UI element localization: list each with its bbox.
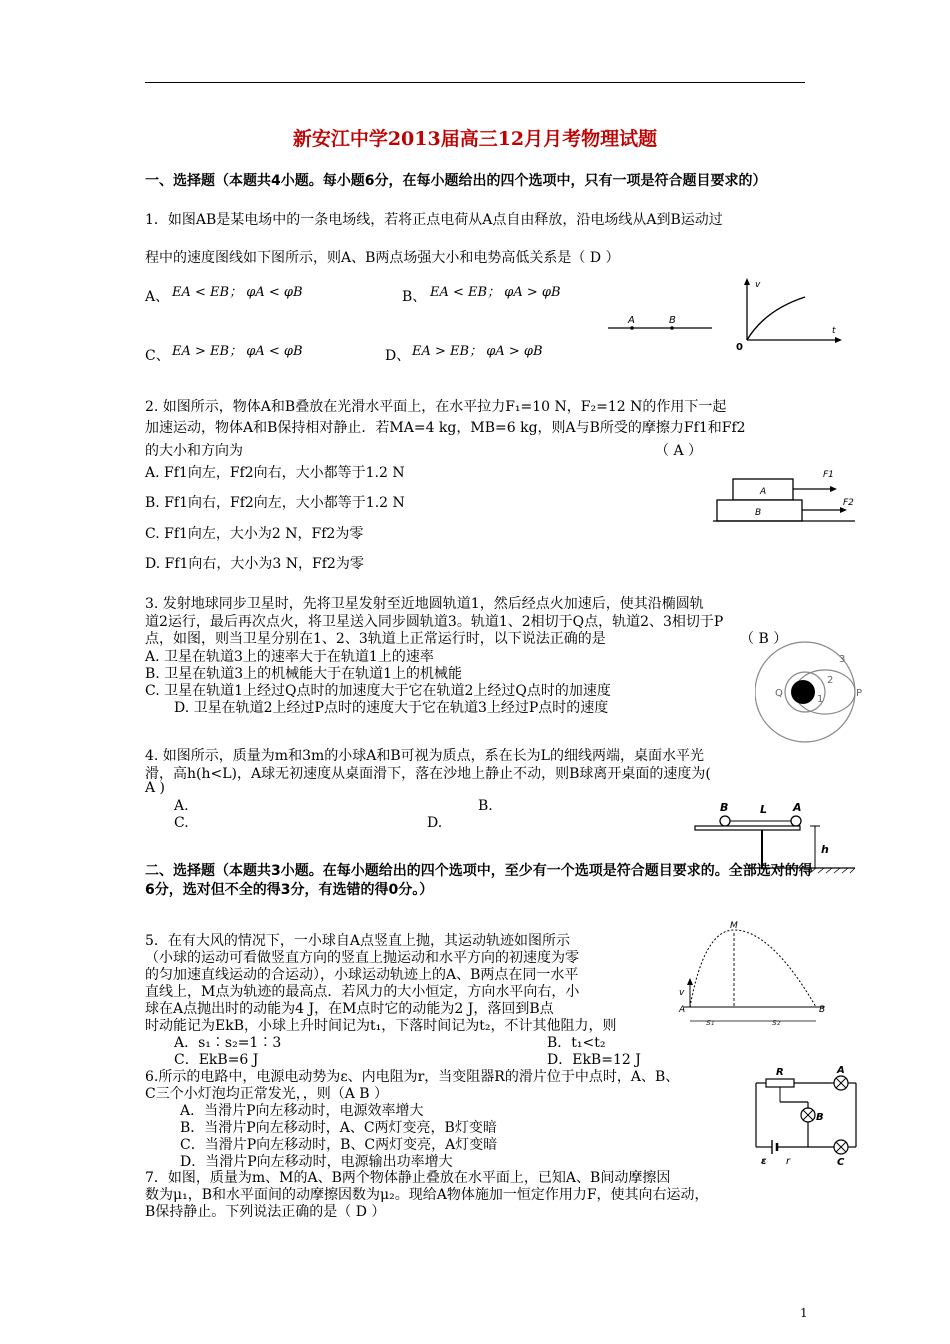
fig-label-r: R bbox=[776, 1067, 784, 1078]
q2-figure bbox=[705, 465, 860, 530]
section-2-heading: 二、选择题（本题共3小题。在每小题给出的四个选项中，至少有一个选项是符合题目要求的。全部选对的得6分，选对但不全的得3分，有选错的得0分。） bbox=[145, 863, 813, 898]
section-1-heading: 一、选择题（本题共4小题。每小题6分，在每小题给出的四个选项中，只有一项是符合题目要求的） bbox=[145, 173, 767, 189]
q4-option-a: A. bbox=[174, 798, 189, 814]
fig-label-a: A bbox=[837, 1065, 845, 1076]
fig-label-p: P bbox=[856, 688, 863, 699]
q3-option-c: C. 卫星在轨道1上经过Q点时的加速度大于它在轨道2上经过Q点时的加速度 bbox=[145, 683, 611, 699]
velocity-curve bbox=[747, 297, 805, 340]
q5-line1: 5．在有大风的情况下，一小球自A点竖直上抛，其运动轨迹如图所示 bbox=[145, 933, 571, 949]
q1-option-d-label: D、 bbox=[385, 348, 411, 364]
q3-answer: （ B ） bbox=[740, 631, 788, 647]
fig-label-v: v bbox=[679, 988, 685, 998]
fig-label-a: A bbox=[760, 487, 767, 497]
fig-label-2: 2 bbox=[827, 675, 834, 686]
fig-label-e: ε bbox=[761, 1156, 767, 1167]
q4-option-d: D. bbox=[427, 815, 443, 831]
q2-line3: 的大小和方向为 bbox=[145, 443, 243, 459]
q5-option-a: A．s₁∶s₂=1∶3 bbox=[174, 1035, 282, 1051]
fig-label-1: 1 bbox=[817, 694, 824, 705]
q3-option-b: B. 卫星在轨道3上的机械能大于在轨道1上的机械能 bbox=[145, 666, 463, 682]
q5-line5: 球在A点抛出时的动能为4 J，在M点时它的动能为2 J，落回到B点 bbox=[145, 1001, 554, 1017]
q2-option-a: A. Ff1向左，Ff2向右，大小都等于1.2 N bbox=[145, 465, 405, 481]
fig-label-s2: s₂ bbox=[772, 1018, 781, 1028]
q2-option-c: C. Ff1向左，大小为2 N，Ff2为零 bbox=[145, 526, 364, 542]
q7-line2: 数为μ₁，B和水平面间的动摩擦因数为μ₂。现给A物体施加一恒定作用力F，使其向右运动， bbox=[145, 1187, 709, 1203]
q3-figure bbox=[755, 640, 865, 745]
q1-option-d: EA > EB； φA > φB bbox=[412, 344, 543, 359]
q5-figure bbox=[676, 915, 836, 1033]
fig-label-m: M bbox=[730, 921, 738, 931]
q3-option-a: A. 卫星在轨道3上的速率大于在轨道1上的速率 bbox=[145, 649, 434, 665]
rheostat bbox=[766, 1079, 794, 1087]
q4-line3: A ) bbox=[145, 780, 166, 796]
q6-line1: 6.所示的电路中，电源电动势为ε、内电阻为r，当变阻器R的滑片位于中点时，A、B、 bbox=[145, 1069, 680, 1085]
q6-option-a: A．当滑片P向左移动时，电源效率增大 bbox=[180, 1103, 424, 1119]
q1-option-a: EA < EB； φA < φB bbox=[172, 285, 303, 300]
ball-a bbox=[791, 816, 801, 826]
fig-label-b: B bbox=[816, 1112, 824, 1123]
q5-line4: 直线上，M点为轨迹的最高点．若风力的大小恒定，方向水平向右，小 bbox=[145, 984, 580, 1000]
fig-label-c: C bbox=[837, 1157, 845, 1168]
fig-label-a: A bbox=[793, 801, 802, 814]
q4-option-c: C. bbox=[174, 815, 189, 831]
q6-option-b: B．当滑片P向左移动时，A、C两灯变亮，B灯变暗 bbox=[180, 1120, 497, 1136]
axis-origin: 0 bbox=[736, 342, 743, 353]
q1-option-b: EA < EB； φA > φB bbox=[430, 285, 561, 300]
q6-option-d: D．当滑片P向左移动时，电源输出功率增大 bbox=[180, 1154, 453, 1170]
ball-b bbox=[720, 816, 730, 826]
q1-line2: 程中的速度图线如下图所示，则A、B两点场强大小和电势高低关系是（ D ） bbox=[145, 250, 620, 266]
q1-line1: 1．如图AB是某电场中的一条电场线，若将正点电荷从A点自由释放，沿电场线从A到B运动过 bbox=[145, 212, 723, 228]
q3-line2: 道2运行，最后再次点火，将卫星送入同步圆轨道3。轨道1、2相切于Q点，轨道2、3相切于P bbox=[145, 614, 724, 630]
q5-option-b: B．t₁<t₂ bbox=[547, 1035, 606, 1051]
page-number: 1 bbox=[800, 1306, 808, 1320]
q5-option-c: C．EkB=6 J bbox=[174, 1052, 259, 1068]
q3-line3: 点，如图，则当卫星分别在1、2、3轨道上正常运行时，以下说法正确的是 bbox=[145, 631, 606, 647]
q2-option-b: B. Ff1向右，Ff2向左，大小都等于1.2 N bbox=[145, 495, 405, 511]
fig-label-b: B bbox=[720, 801, 729, 814]
q5-option-d: D．EkB=12 J bbox=[547, 1052, 641, 1068]
q1-option-c: EA > EB； φA < φB bbox=[172, 344, 303, 359]
axis-t: t bbox=[832, 326, 836, 336]
axis-v: v bbox=[755, 280, 761, 290]
fig-label-r-internal: r bbox=[786, 1156, 791, 1167]
earth bbox=[791, 680, 815, 704]
q1-option-b-label: B、 bbox=[402, 289, 427, 305]
fig-label-a: A bbox=[628, 315, 635, 326]
fig-label-b: B bbox=[755, 508, 762, 518]
q4-line2: 滑，高h(h<L)，A球无初速度从桌面滑下，落在沙地上静止不动，则B球离开桌面的速度为( bbox=[145, 766, 711, 782]
q3-option-d: D. 卫星在轨道2上经过P点时的速度大于它在轨道3上经过P点时的速度 bbox=[174, 700, 609, 716]
q1-option-c-label: C、 bbox=[145, 348, 170, 364]
q6-line2: C三个小灯泡均正常发光，，则（A B ） bbox=[145, 1086, 389, 1102]
q6-figure bbox=[748, 1062, 863, 1170]
fig-label-3: 3 bbox=[839, 654, 846, 665]
q2-option-d: D. Ff1向右，大小为3 N，Ff2为零 bbox=[145, 556, 364, 572]
fig-label-l: L bbox=[760, 803, 768, 816]
q3-line1: 3. 发射地球同步卫星时，先将卫星发射至近地圆轨道1，然后经点火加速后，使其沿椭圆轨 bbox=[145, 596, 704, 612]
fig-label-f1: F1 bbox=[823, 470, 834, 480]
fig-label-s1: s₁ bbox=[706, 1018, 715, 1028]
fig-label-h: h bbox=[821, 843, 829, 856]
fig-label-f2: F2 bbox=[843, 498, 854, 508]
fig-label-b: B bbox=[819, 1005, 826, 1015]
q4-option-b: B. bbox=[478, 798, 493, 814]
q2-answer: （ A ） bbox=[655, 443, 703, 459]
table-top bbox=[695, 826, 800, 830]
q2-line1: 2. 如图所示，物体A和B叠放在光滑水平面上，在水平拉力F₁=10 N，F₂=12 N的作用下一起 bbox=[145, 399, 727, 415]
q1-figure bbox=[600, 275, 850, 355]
q6-option-c: C．当滑片P向左移动时，B、C两灯变亮，A灯变暗 bbox=[180, 1137, 498, 1153]
trajectory bbox=[690, 930, 816, 1007]
q4-line1: 4. 如图所示，质量为m和3m的小球A和B可视为质点，系在长为L的细线两端，桌面水平光 bbox=[145, 748, 704, 764]
header-rule bbox=[145, 82, 805, 83]
fig-label-b: B bbox=[669, 315, 676, 326]
q5-line2: （小球的运动可看做竖直方向的竖直上抛运动和水平方向的初速度为零 bbox=[145, 950, 579, 966]
q5-line3: 的匀加速直线运动的合运动），小球运动轨迹上的A、B两点在同一水平 bbox=[145, 967, 579, 983]
fig-label-q: Q bbox=[775, 688, 783, 699]
fig-label-a: A bbox=[679, 1005, 686, 1015]
q2-line2: 加速运动，物体A和B保持相对静止．若MA=4 kg，MB=6 kg，则A与B所受的摩擦力Ff1和Ff2 bbox=[145, 420, 746, 436]
q5-line6: 时动能记为EkB，小球上升时间记为t₁，下落时间记为t₂，不计其他阻力，则 bbox=[145, 1018, 617, 1034]
q7-line3: B保持静止。下列说法正确的是（ D ） bbox=[145, 1204, 386, 1220]
page-title: 新安江中学2013届高三12月月考物理试题 bbox=[292, 128, 658, 150]
q1-option-a-label: A、 bbox=[145, 289, 170, 305]
q7-line1: 7．如图，质量为m、M的A、B两个物体静止叠放在水平面上，已知A、B间动摩擦因 bbox=[145, 1170, 671, 1186]
